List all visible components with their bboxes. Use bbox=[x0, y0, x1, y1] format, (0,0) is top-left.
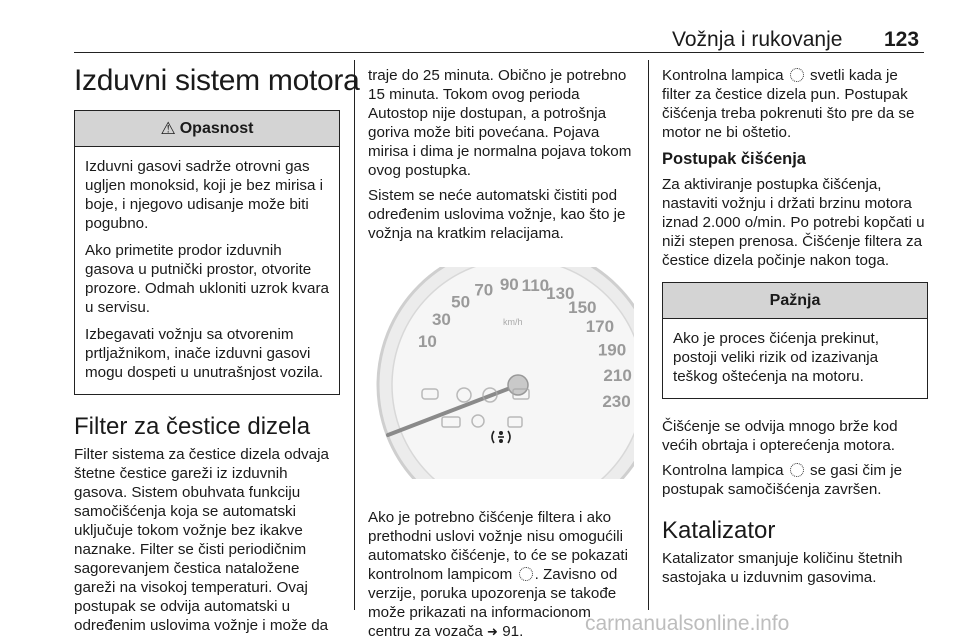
caution-paragraph: Ako je proces čićenja prekinut, postoji veliki rizik od izazivanja teškog oštećenja na motoru. bbox=[673, 330, 879, 385]
paragraph: Čišćenje se odvija mnogo brže kod većih obrtaja i opterećenja motora. bbox=[662, 418, 898, 454]
paragraph: Kontrolna lampica se gasi čim je postupak samočišćenja završen. bbox=[662, 462, 903, 498]
caution-box bbox=[662, 282, 928, 399]
header-rule bbox=[74, 52, 924, 53]
paragraph: Ako je potrebno čišćenje filtera i ako prethodni uslovi vožnje nisu omogućili automatsko čišćenje, to će se pokazati kontrolnom lampicom . Zavisno od verzije, poruka upozorenja se takođe može prikazati na informacionom centru za vozača ➜ 91. bbox=[368, 509, 629, 640]
caution-box-header: Pažnja bbox=[663, 283, 927, 319]
subheading-cleaning: Postupak čišćenja bbox=[662, 150, 806, 168]
gauge-number: 110 bbox=[521, 275, 550, 295]
column-2 bbox=[368, 66, 634, 642]
paragraph: Sistem se neće automatski čistiti pod određenim uslovima vožnje, kao što je vožnja na kratkim relacijama. bbox=[368, 187, 626, 242]
caution-box-body bbox=[663, 319, 927, 398]
gauge-number: 130 bbox=[546, 283, 575, 303]
dpf-lamp-icon bbox=[790, 68, 804, 82]
section-heading-catalyst: Katalizator bbox=[662, 517, 776, 544]
dpf-lamp-icon bbox=[790, 463, 804, 477]
gauge-number: 30 bbox=[431, 310, 451, 330]
header-section-title: Vožnja i rukovanje bbox=[672, 28, 843, 51]
paragraph: traje do 25 minuta. Obično je potrebno 15 minuta. Tokom ovog perioda Autostop nije dostupan, a potrošnja goriva može biti povećana. Pojava mirisa i dima je normalna pojava tokom ovog postupka. bbox=[368, 67, 632, 179]
speedometer-illustration bbox=[368, 267, 634, 479]
gauge-number: 90 bbox=[499, 274, 519, 294]
danger-paragraph: Izbegavati vožnju sa otvorenim prtljažnikom, inače izduvni gasovi mogu dospeti u unutrašnjost vozila. bbox=[85, 326, 324, 381]
speed-unit: km/h bbox=[503, 317, 523, 327]
dpf-paragraph: Filter sistema za čestice dizela odvaja štetne čestice gareži iz izduvnih gasova. Sistem obuhvata funkciju samočišćenja koja se automatski uključuje tokom vožnje bez ikakve naznake. Filter se čisti periodičnim sagorevanjem čestica nataložene gareži na visokoj temperaturi. Ovaj postupak se odvija automatski u određenim uslovima vožnje i može da bbox=[74, 446, 329, 634]
danger-box bbox=[74, 110, 340, 395]
danger-box-body bbox=[75, 147, 339, 394]
paragraph: Za aktiviranje postupka čišćenja, nastaviti vožnju i držati brzinu motora iznad 2.000 o/min. Po potrebi kopčati u niži stepen prenosa. Čišćenje filtera za čestice dizela počinje nakon toga. bbox=[662, 176, 925, 269]
column-divider bbox=[354, 60, 355, 610]
gauge-number: 230 bbox=[602, 391, 631, 411]
column-1 bbox=[74, 60, 360, 641]
gauge-number: 210 bbox=[603, 365, 632, 385]
dpf-lamp-icon bbox=[519, 567, 533, 581]
danger-paragraph: Izduvni gasovi sadrže otrovni gas ugljen monoksid, koji je bez mirisa i boje, i njegovo udisanje može biti pogubno. bbox=[85, 158, 324, 232]
gauge-number: 150 bbox=[568, 297, 597, 317]
danger-box-label: Opasnost bbox=[179, 119, 254, 137]
gauge-number: 70 bbox=[474, 280, 494, 300]
page-reference-icon: ➜ bbox=[487, 624, 498, 639]
gauge-number: 10 bbox=[417, 332, 437, 352]
page-number: 123 bbox=[884, 28, 920, 51]
danger-paragraph: Ako primetite prodor izduvnih gasova u putnički prostor, otvorite prozore. Odmah ukloniti uzrok kvara u servisu. bbox=[85, 242, 329, 316]
gauge-number: 190 bbox=[597, 340, 627, 360]
section-heading-dpf: Filter za čestice dizela bbox=[74, 413, 311, 440]
catalyst-paragraph: Katalizator smanjuje količinu štetnih sastojaka u izduvnim gasovima. bbox=[662, 550, 903, 586]
watermark: carmanualsonline.info bbox=[585, 612, 790, 635]
gauge-number: 170 bbox=[585, 317, 615, 337]
warning-triangle-icon: ⚠ bbox=[160, 118, 176, 138]
danger-box-header bbox=[75, 111, 339, 147]
column-3 bbox=[662, 66, 928, 593]
chapter-title: Izduvni sistem motora bbox=[74, 64, 360, 97]
paragraph: Kontrolna lampica svetli kada je filter za čestice dizela pun. Postupak čišćenja treba pokrenuti što pre da se motor ne bi oštetio. bbox=[662, 67, 915, 141]
column-divider bbox=[648, 60, 649, 610]
gauge-number: 50 bbox=[451, 292, 471, 312]
